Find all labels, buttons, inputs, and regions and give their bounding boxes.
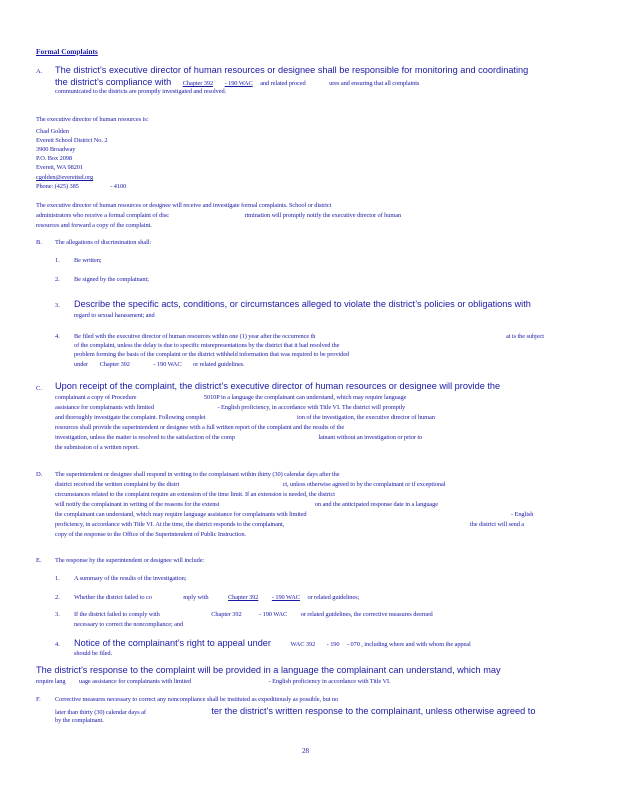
- d-line-7: copy of the response to the Office of the Superintendent of Public Instruction.: [55, 531, 246, 538]
- f-line-1: Corrective measures necessary to correct any noncompliance shall be instituted as expeditiously as possible, but no: [55, 696, 339, 703]
- contact-city: Everett, WA 98201: [36, 164, 83, 171]
- d-line-6b: the district will send a: [470, 521, 525, 528]
- e-intro: The response by the superintendent or designee will include:: [55, 557, 205, 564]
- d-line-5b: - English: [511, 511, 534, 518]
- label-f: F.: [36, 696, 41, 703]
- a-line-1: The district’s executive director of human resources or designee shall be responsible for monitoring and coordinating: [55, 65, 529, 75]
- b-item-4-line-2: of the complaint, unless the delay is due to specific misrepresentations by the district that it had resolved the: [74, 342, 340, 349]
- p3-line-1: The district’s response to the complaint will be provided in a language the complainant can understand, which may: [36, 665, 501, 675]
- b-num-3: 3.: [55, 302, 60, 309]
- b-num-4: 4.: [55, 333, 60, 340]
- d-line-1: The superintendent or designee shall respond in writing to the complainant within thirty (30) calendar days after the: [55, 471, 340, 478]
- c-line-2: complainant a copy of Procedure 5010P in a language the complainant can understand, which may require language: [55, 394, 407, 401]
- label-b: B.: [36, 239, 43, 246]
- a-line-2: the district’s compliance with Chapter 392 - 190 WAC and related proced ures and ensuring that all complaints: [55, 77, 420, 87]
- b-item-3-line-1: Describe the specific acts, conditions, or circumstances alleged to violate the district’s policies or obligations with: [74, 299, 531, 309]
- b-item-2: Be signed by the complainant;: [74, 276, 149, 283]
- label-d: D.: [36, 471, 43, 478]
- e-num-4: 4.: [55, 641, 60, 648]
- c-line-5: resources shall provide the superintendent or designee with a full written report of the complaint and the results of the: [55, 424, 345, 431]
- contact-street: 3900 Broadway: [36, 146, 76, 153]
- label-c: C.: [36, 385, 43, 392]
- contact-intro: The executive director of human resources is:: [36, 116, 149, 123]
- b-item-4-line-4: under Chapter 392 - 190 WAC or related guidelines.: [74, 361, 245, 368]
- c-line-3: assistance for complainants with limited - English proficiency, in accordance with Title VI. The district will promptly: [55, 404, 406, 411]
- p3-line-2: require lang uage assistance for complainants with limited - English proficiency in accordance with Title VI.: [36, 678, 391, 685]
- contact-email-link[interactable]: cgolden@everettsd.org: [36, 174, 94, 181]
- e-item-2: Whether the district failed to co mply with Chapter 392 - 190 WAC or related guidelines;: [74, 594, 360, 601]
- d-line-4: will notify the complainant in writing of the reasons for the extensi on and the anticipated response date in a language: [55, 501, 438, 508]
- page-number: 28: [302, 747, 309, 755]
- b-intro: The allegations of discrimination shall:: [55, 239, 152, 246]
- f-line-2: later than thirty (30) calendar days af ter the district’s written response to the complainant, unless otherwise agreed to: [55, 706, 536, 716]
- b-item-1: Be written;: [74, 257, 102, 264]
- d-line-5a: the complainant can understand, which may require language assistance for complainants with limited: [55, 511, 307, 518]
- c-line-1: Upon receipt of the complaint, the district’s executive director of human resources or designee will provide the: [55, 381, 501, 391]
- b-item-4-line-1-end: at is the subject: [506, 333, 544, 340]
- a-line-3: communicated to the districts are promptly investigated and resolved.: [55, 88, 227, 95]
- contact-phone: Phone: (425) 385 - 4100: [36, 183, 127, 190]
- d-line-2: district received the written complaint by the distri ct, unless otherwise agreed to by the complainant or if exceptional: [55, 481, 446, 488]
- f-line-3: by the complainant.: [55, 717, 104, 724]
- e-item-3-line-2: necessary to correct the noncompliance; and: [74, 621, 184, 628]
- c-line-7: the submission of a written report.: [55, 444, 140, 451]
- p2-line-2: administrators who receive a formal complaint of disc rimination will promptly notify the executive director of human: [36, 212, 402, 219]
- e-num-3: 3.: [55, 611, 60, 618]
- b-num-2: 2.: [55, 276, 60, 283]
- b-item-3-line-2: regard to sexual harassment; and: [74, 312, 155, 319]
- d-line-6a: proficiency, in accordance with Title VI. At the time, the district responds to the complainant,: [55, 521, 285, 528]
- c-line-6: investigation, unless the matter is resolved to the satisfaction of the comp lainant without an investigation or prior to: [55, 434, 423, 441]
- e-item-1: A summary of the results of the investigation;: [74, 575, 187, 582]
- b-num-1: 1.: [55, 257, 60, 264]
- contact-org: Everett School District No. 2: [36, 137, 108, 144]
- e-item-4-line-1: Notice of the complainant’s right to appeal under WAC 392 - 190 - 070 , including where and with whom the appeal: [74, 638, 471, 648]
- contact-name: Chad Golden: [36, 128, 69, 135]
- e-num-1: 1.: [55, 575, 60, 582]
- e-item-4-line-2: should be filed.: [74, 650, 112, 657]
- p2-line-3: resources and forward a copy of the complaint.: [36, 222, 152, 229]
- contact-pobox: P.O. Box 2098: [36, 155, 72, 162]
- label-e: E.: [36, 557, 42, 564]
- b-item-4-line-3: problem forming the basis of the complaint or the district withheld information that was required to be provided: [74, 351, 350, 358]
- c-line-4: and thoroughly investigate the complaint. Following complet ion of the investigation, the executive director of human: [55, 414, 435, 421]
- e-item-3-line-1: If the district failed to comply with Chapter 392 - 190 WAC or related guidelines, the corrective measures deemed: [74, 611, 433, 618]
- p2-line-1: The executive director of human resources or designee will receive and investigate formal complaints. School or district: [36, 202, 332, 209]
- section-heading: Formal Complaints: [36, 47, 98, 56]
- e-num-2: 2.: [55, 594, 60, 601]
- label-a: A.: [36, 68, 43, 75]
- d-line-3: circumstances related to the complaint require an extension of the time limit. If an extension is needed, the district: [55, 491, 335, 498]
- b-item-4-line-1: Be filed with the executive director of human resources within one (1) year after the occurrence th: [74, 333, 316, 340]
